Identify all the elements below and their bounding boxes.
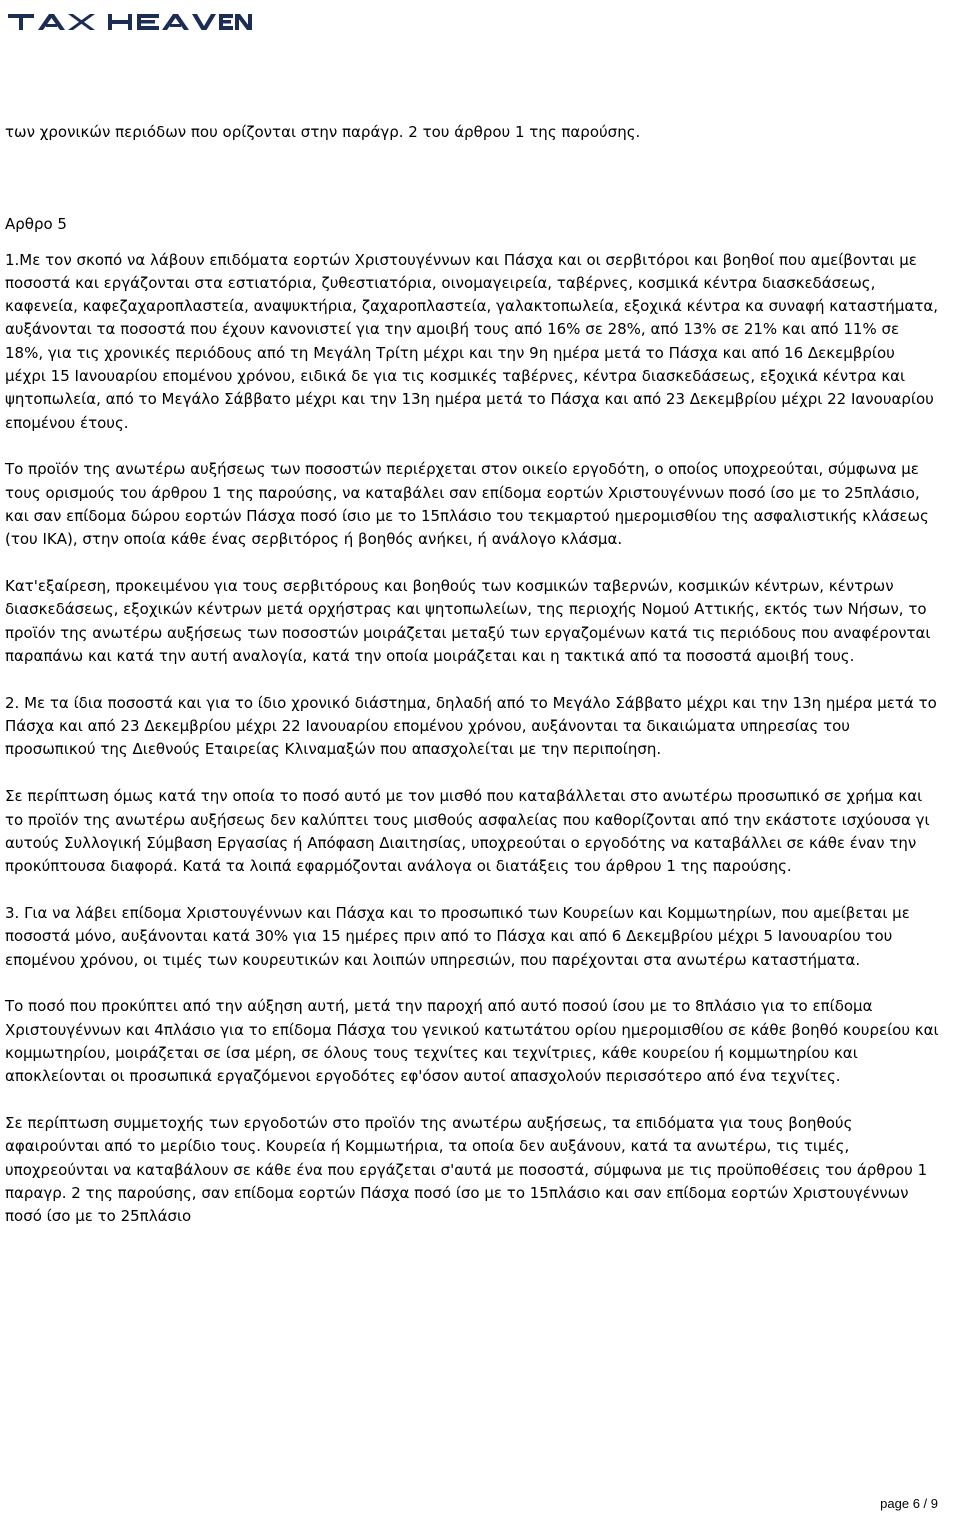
article-heading: Αρθρο 5 bbox=[5, 215, 67, 234]
paragraph-7: Το ποσό που προκύπτει από την αύξηση αυτή, μετά την παροχή από αυτό ποσού ίσου με το 8πλάσιο για το επίδομα Χριστουγέννων και 4πλάσιο για το επίδομα Πάσχα του γενικού κατωτάτου ορίου ημερομισθίου σε κάθε βοηθό κουρείου και κομμωτηρίου, μοιράζεται σε ίσα μέρη, σε όλους τους τεχνίτες και τεχνίτριες, κάθε κουρείου ή κομμωτηρίου και αποκλείονται οι προσωπικά εργαζόμενοι εργοδότες εφ'όσον αυτοί απασχολούν περισσότερο από ένα τεχνίτες. bbox=[5, 997, 939, 1086]
page-number: page 6 / 9 bbox=[880, 1496, 938, 1511]
paragraph-6: 3. Για να λάβει επίδομα Χριστουγέννων και Πάσχα και το προσωπικό των Κουρείων και Κομμωτηρίων, που αμείβεται με ποσοστά μόνο, αυξάνονται κατά 30% για 15 ημέρες πριν από το Πάσχα και από 6 Δεκεμβρίου μέχρι 5 Ιανουαρίου του επομένου χρόνου, οι τιμές των κουρευτικών και λοιπών υπηρεσιών, που παρέχονται στα ανωτέρω καταστήματα. bbox=[5, 903, 910, 969]
tax-heaven-logo bbox=[4, 6, 254, 34]
tax-heaven-logo-mark bbox=[4, 6, 254, 34]
paragraph-5: Σε περίπτωση όμως κατά την οποία το ποσό αυτό με τον μισθό που καταβάλλεται στο ανωτέρω προσωπικό σε χρήμα και το προϊόν της ανωτέρω αυξήσεως δεν καλύπτει τους μισθούς ασφαλείας που καθορίζονται από την εκάστοτε ισχύουσα γι αυτούς Συλλογική Σύμβαση Εργασίας ή Απόφαση Διαιτησίας, υποχρεούται ο εργοδότης να καταβάλλει σε κάθε έναν την προκύπτουσα διαφορά. Κατά τα λοιπά εφαρμόζονται ανάλογα οι διατάξεις του άρθρου 1 της παρούσης. bbox=[5, 787, 930, 876]
paragraph-1: 1.Με τον σκοπό να λάβουν επιδόματα εορτών Χριστουγέννων και Πάσχα και οι σερβιτόροι και βοηθοί που αμείβονται με ποσοστά και εργάζονται στα εστιατόρια, ζυθεστιατόρια, οινομαγειρεία, ταβέρνες, κοσμικά κέντρα διασκεδάσεως, καφενεία, καφεζαχαροπλαστεία, αναψυκτήρια, ζαχαροπλαστεία, γαλακτοπωλεία, εξοχικά κέντρα κα συναφή καταστήματα, αυξάνονται τα ποσοστά που έχουν κανονιστεί για την αμοιβή τους από 16% σε 28%, από 13% σε 21% και από 11% σε 18%, για τις χρονικές περιόδους από τη Μεγάλη Τρίτη μέχρι και την 9η ημέρα μετά το Πάσχα και από 16 Δεκεμβρίου μέχρι 15 Ιανουαρίου επομένου χρόνου, ειδικά δε για τις κοσμικές ταβέρνες, κέντρα διασκεδάσεως, εξοχικά κέντρα και ψητοπωλεία, από το Μεγάλο Σάββατο μέχρι και την 13η ημέρα μετά το Πάσχα και από 23 Δεκεμβρίου μέχρι 22 Ιανουαρίου επομένου έτους. bbox=[5, 250, 939, 432]
paragraph-8: Σε περίπτωση συμμετοχής των εργοδοτών στο προϊόν της ανωτέρω αυξήσεως, τα επιδόματα για τους βοηθούς αφαιρούνται από το μερίδιο τους. Κουρεία ή Κομμωτήρια, τα οποία δεν αυξάνουν, κατά τα ανωτέρω, τις τιμές, υποχρεούνται να καταβάλουν σε κάθε ένα που εργάζεται σ'αυτά με ποσοστά, σύμφωνα με τις προϋποθέσεις του άρθρου 1 παραγρ. 2 της παρούσης, σαν επίδομα εορτών Πάσχα ποσό ίσο με το 15πλάσιο και σαν επίδομα εορτών Χριστουγέννων ποσό ίσο με το 25πλάσιο bbox=[5, 1114, 928, 1226]
paragraph-2: Το προϊόν της ανωτέρω αυξήσεως των ποσοστών περιέρχεται στον οικείο εργοδότη, ο οποίος υποχρεούται, σύμφωνα με τους ορισμούς του άρθρου 1 της παρούσης, να καταβάλει σαν επίδομα εορτών Χριστουγέννων ποσό ίσο με το 25πλάσιο, και σαν επίδομα δώρου εορτών Πάσχα ποσό ίσιο με το 15πλάσιο του τεκμαρτού ημερομισθίου της ασφαλιστικής κλάσεως (του ΙΚΑ), στην οποία κάθε ένας σερβιτόρος ή βοηθός ανήκει, ή ανάλογο κλάσμα. bbox=[5, 460, 929, 549]
document-body bbox=[5, 121, 940, 1228]
paragraph-intro: των χρονικών περιόδων που ορίζονται στην παράγρ. 2 του άρθρου 1 της παρούσης. bbox=[5, 123, 641, 141]
paragraph-3: Κατ'εξαίρεση, προκειμένου για τους σερβιτόρους και βοηθούς των κοσμικών ταβερνών, κοσμικών κέντρων, κέντρων διασκεδάσεως, εξοχικών κέντρων μετά ορχήστρας και ψητοπωλείων, της περιοχής Νομού Αττικής, εκτός των Νήσων, το προϊόν της ανωτέρω αυξήσεως των ποσοστών μοιράζεται μεταξύ των εργαζομένων κατά τις περιόδους που αναφέρονται παραπάνω και κατά την αυτή αναλογία, κατά την οποία μοιράζεται και η τακτικά από τα ποσοστά αμοιβή τους. bbox=[5, 577, 931, 666]
paragraph-4: 2. Με τα ίδια ποσοστά και για το ίδιο χρονικό διάστημα, δηλαδή από το Μεγάλο Σάββατο μέχρι και την 13η ημέρα μετά το Πάσχα και από 23 Δεκεμβρίου μέχρι 22 Ιανουαρίου επομένου χρόνου, αυξάνονται τα δικαιώματα υπηρεσίας του προσωπικού της Διεθνούς Εταιρείας Κλιναμαξών που απασχολείται με την περιποίηση. bbox=[5, 693, 937, 759]
